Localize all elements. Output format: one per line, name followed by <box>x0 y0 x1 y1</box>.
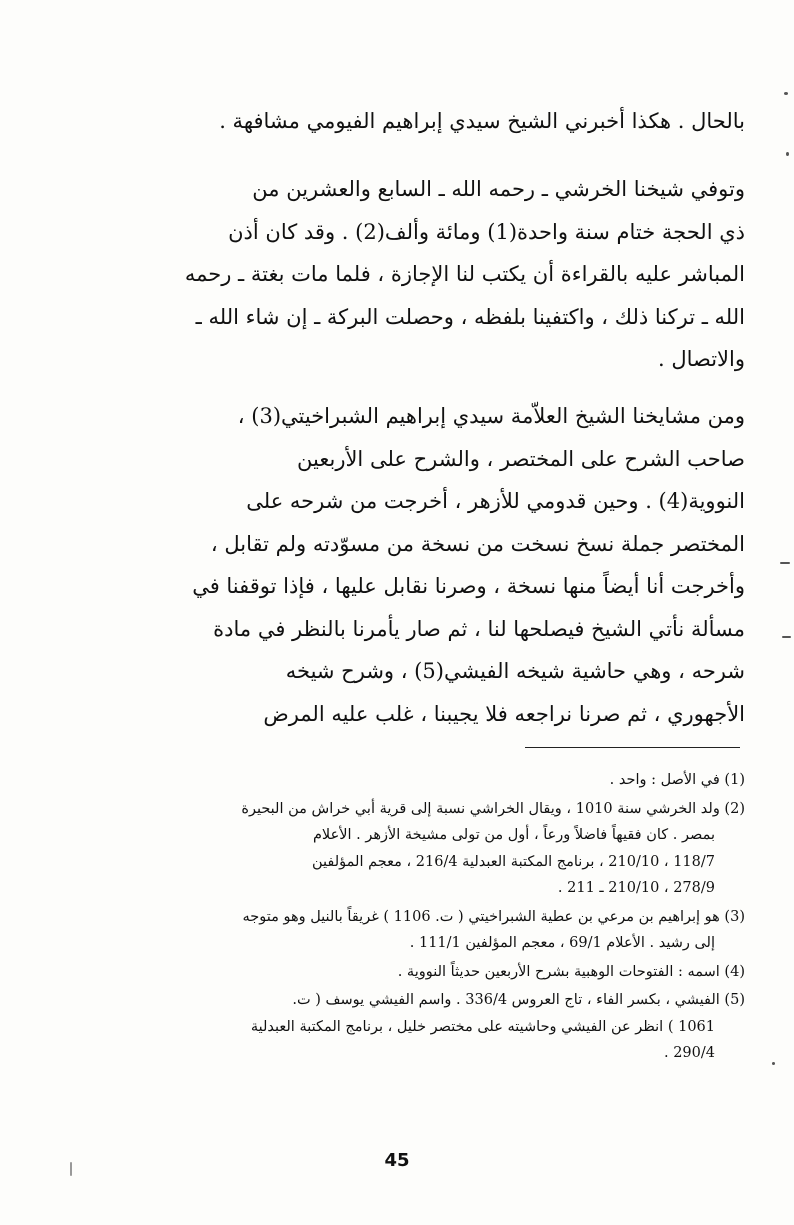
scan-speck <box>782 636 791 638</box>
text-line: وتوفي شيخنا الخرشي ـ رحمه الله ـ السابع والعشرين من <box>252 177 745 201</box>
paragraph-2 <box>150 168 745 381</box>
text-line: صاحب الشرح على المختصر ، والشرح على الأربعين <box>297 446 745 471</box>
text-line: المباشر عليه بالقراءة أن يكتب لنا الإجازة ، فلما مات بغتة ـ رحمه <box>184 262 745 286</box>
text-line: الأجهوري ، ثم صرنا نراجعه فلا يجيبنا ، غلب عليه المرض <box>263 701 745 726</box>
scan-speck <box>70 1162 72 1176</box>
text-line: بالحال . هكذا أخبرني الشيخ سيدي إبراهيم الفيومي مشافهة . <box>219 109 745 133</box>
text-line: مسألة نأتي الشيخ فيصلحها لنا ، ثم صار يأمرنا بالنظر في مادة <box>213 616 745 641</box>
paragraph-3 <box>150 395 745 735</box>
page-number: 45 <box>384 1150 410 1171</box>
text-line: الله ـ تركنا ذلك ، واكتفينا بلفظه ، وحصلت البركة ـ إن شاء الله ـ <box>195 304 745 329</box>
text-line: شرحه ، وهي حاشية شيخه الفيشي(5) ، وشرح شيخه <box>285 659 745 683</box>
footnote-4 <box>150 959 745 986</box>
text-line: ومن مشايخنا الشيخ العلاّمة سيدي إبراهيم الشبراخيتي(3) ، <box>237 404 745 428</box>
scan-speck <box>780 562 790 564</box>
footnote-5 <box>150 987 745 1067</box>
footnote-line: (5) الفيشي ، بكسر الفاء ، تاج العروس 336/4 . واسم الفيشي يوسف ( ت. <box>292 992 745 1008</box>
scan-speck <box>784 92 788 95</box>
footnote-line: (1) في الأصل : واحد . <box>609 772 745 788</box>
footnote-line: 1061 ) انظر عن الفيشي وحاشيته على مختصر خليل ، برنامج المكتبة العبدلية <box>250 1018 715 1035</box>
scan-speck <box>786 152 789 156</box>
footnote-line: بمصر . كان فقيهاً فاضلاً ورعاً ، أول من تولى مشيخة الأزهر . الأعلام <box>312 827 715 843</box>
footnote-line: 290/4 . <box>663 1045 715 1061</box>
paragraph-1 <box>150 100 745 143</box>
text-line: والاتصال . <box>657 347 745 371</box>
text-line: وأخرجت أنا أيضاً منها نسخة ، وصرنا نقابل عليها ، فإذا توقفنا في <box>192 574 745 598</box>
footnote-3 <box>150 904 745 957</box>
footnote-1 <box>150 767 745 794</box>
text-line: النووية(4) . وحين قدومي للأزهر ، أخرجت من شرحه على <box>246 489 745 513</box>
footnote-line: 118/7 ، 210/10 ، برنامج المكتبة العبدلية 216/4 ، معجم المؤلفين <box>312 853 715 870</box>
scan-speck <box>772 1062 775 1065</box>
footnote-separator <box>525 747 740 748</box>
footnote-line: 278/9 ، 210/10 ـ 211 . <box>557 880 715 896</box>
footnote-line: (4) اسمه : الفتوحات الوهبية بشرح الأربعين حديثاً النووية . <box>397 963 745 980</box>
footnote-2 <box>150 796 745 902</box>
footnote-line: (2) ولد الخرشي سنة 1010 ، ويقال الخراشي نسبة إلى قرية أبي خراش من البحيرة <box>241 800 745 817</box>
footnotes <box>150 767 745 1069</box>
text-line: المختصر جملة نسخ نسخت من نسخة من مسوّدته ولم تقابل ، <box>210 531 745 556</box>
footnote-line: (3) هو إبراهيم بن مرعي بن عطية الشبراخيتي ( ت. 1106 ) غريقاً بالنيل وهو متوجه <box>242 908 745 925</box>
text-line: ذي الحجة ختام سنة واحدة(1) ومائة وألف(2) . وقد كان أذن <box>228 219 745 244</box>
footnote-line: إلى رشيد . الأعلام 69/1 ، معجم المؤلفين 111/1 . <box>409 935 715 951</box>
